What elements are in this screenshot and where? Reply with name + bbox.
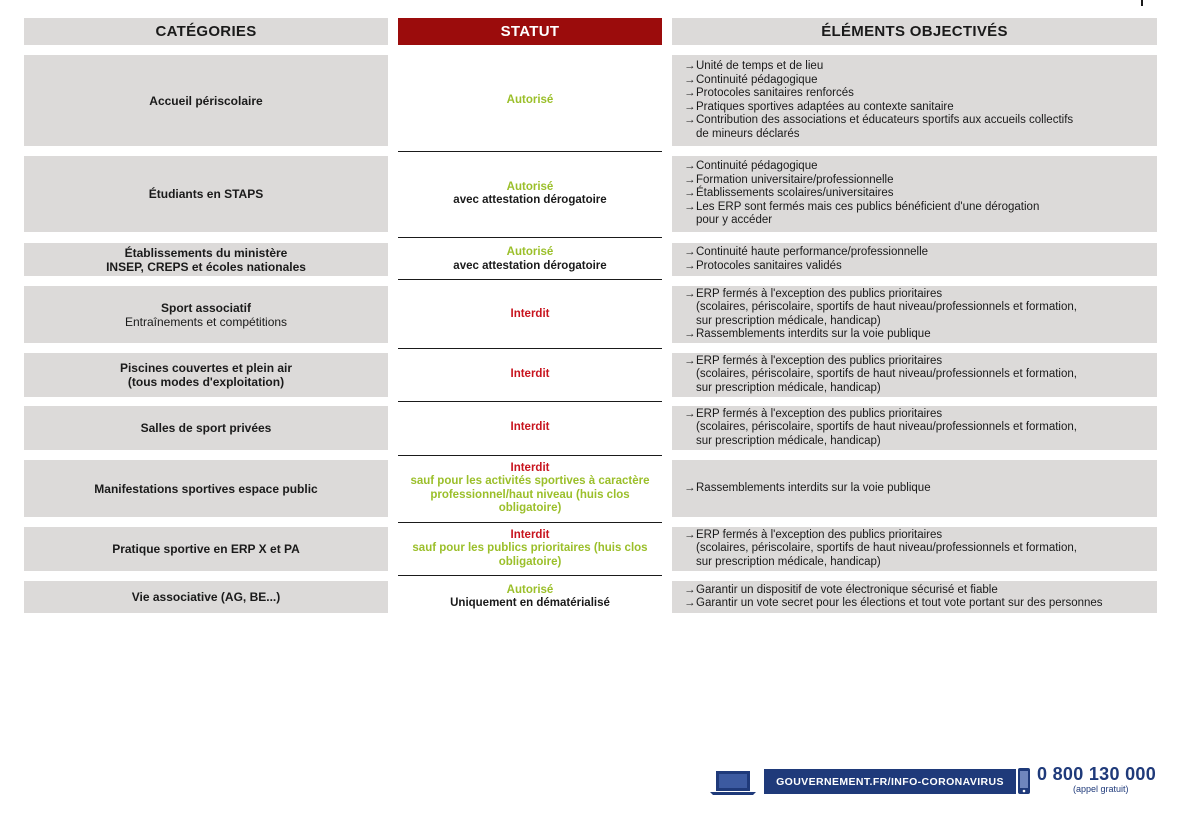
row-separator (398, 575, 662, 576)
element-text: Pratiques sportives adaptées au contexte sanitaire (696, 100, 954, 113)
elements-cell (672, 581, 1157, 613)
status-text: sauf pour les activités sportives à caractère professionnel/haut niveau (huis clos obligatoire) (410, 475, 650, 514)
element-item (684, 482, 1157, 496)
category-cell (24, 581, 388, 613)
row-separator (398, 237, 662, 238)
element-text: Unité de temps et de lieu (696, 60, 824, 72)
table-row (0, 581, 1197, 613)
element-item (684, 174, 1157, 188)
arrow-right-icon: → (684, 173, 696, 186)
status-cell (398, 581, 662, 613)
category-cell (24, 286, 388, 343)
element-item (684, 597, 1157, 611)
table-row (0, 55, 1197, 146)
element-text: Protocoles sanitaires renforcés (696, 87, 854, 99)
element-text: ERP fermés à l'exception des publics prioritaires (scolaires, périscolaire, sportifs de haut niveau/professionnels et formation, sur prescription médicale, handicap) (696, 287, 1077, 327)
category-label: Piscines couvertes et plein air (tous modes d'exploitation) (119, 361, 293, 389)
row-separator (398, 455, 662, 456)
element-text: Garantir un vote secret pour les élections et tout vote portant sur des personnes (696, 597, 1103, 609)
element-item (684, 260, 1157, 274)
status-text: Autorisé (506, 93, 554, 106)
status-cell (398, 55, 662, 146)
arrow-right-icon: → (684, 200, 696, 213)
element-text: ERP fermés à l'exception des publics prioritaires (scolaires, périscolaire, sportifs de haut niveau/professionnels et formation, sur prescription médicale, handicap) (696, 407, 1077, 447)
element-text: ERP fermés à l'exception des publics prioritaires (scolaires, périscolaire, sportifs de haut niveau/professionnels et formation, sur prescription médicale, handicap) (696, 528, 1077, 568)
smartphone-icon (1015, 767, 1033, 795)
status-cell (398, 527, 662, 571)
arrow-right-icon: → (684, 407, 696, 420)
status-text: avec attestation dérogatoire (453, 259, 607, 272)
category-label: Salles de sport privées (140, 421, 272, 435)
element-text: Continuité pédagogique (696, 160, 818, 173)
element-item (684, 584, 1157, 598)
status-cell (398, 353, 662, 397)
arrow-right-icon: → (684, 114, 696, 126)
phone-note: (appel gratuit) (1073, 784, 1129, 794)
element-item (684, 114, 1157, 141)
element-text: Garantir un dispositif de vote électronique sécurisé et fiable (696, 583, 998, 596)
status-text: Autorisé (506, 180, 554, 193)
elements-cell (672, 527, 1157, 571)
category-label: Étudiants en STAPS (148, 187, 264, 201)
table-row (0, 243, 1197, 276)
table-row (0, 460, 1197, 517)
status-text: Uniquement en dématérialisé (450, 597, 610, 609)
header-statut: STATUT (398, 18, 662, 45)
element-item (684, 328, 1157, 342)
elements-cell (672, 55, 1157, 146)
status-text: Interdit (510, 368, 550, 381)
element-text: Établissements scolaires/universitaires (696, 187, 894, 200)
table-row (0, 353, 1197, 397)
arrow-right-icon: → (684, 583, 696, 596)
status-text: Interdit (510, 307, 550, 320)
category-label: Accueil périscolaire (149, 93, 263, 108)
elements-cell (672, 460, 1157, 517)
table-row (0, 156, 1197, 232)
element-item (684, 87, 1157, 101)
element-text: Continuité haute performance/professionnelle (696, 246, 929, 258)
category-label: Manifestations sportives espace public (94, 481, 318, 496)
status-cell (398, 406, 662, 450)
arrow-right-icon: → (684, 259, 696, 272)
element-text: Continuité pédagogique (696, 73, 818, 86)
table-row (0, 527, 1197, 571)
arrow-right-icon: → (684, 187, 696, 200)
element-text: Rassemblements interdits sur la voie publique (696, 481, 931, 494)
status-cell (398, 286, 662, 343)
status-text: Interdit (510, 421, 550, 434)
row-separator (398, 522, 662, 523)
element-item (684, 187, 1157, 201)
element-item (684, 74, 1157, 88)
element-item (684, 355, 1157, 396)
arrow-right-icon: → (684, 354, 696, 367)
table-row (0, 406, 1197, 450)
laptop-icon (709, 770, 757, 796)
category-cell (24, 353, 388, 397)
element-item (684, 60, 1157, 74)
element-text: ERP fermés à l'exception des publics prioritaires (scolaires, périscolaire, sportifs de haut niveau/professionnels et formation, sur prescription médicale, handicap) (696, 354, 1077, 394)
element-item (684, 160, 1157, 174)
header-categories: CATÉGORIES (24, 18, 388, 45)
arrow-right-icon: → (684, 73, 696, 86)
status-text: Autorisé (506, 583, 554, 596)
header-elements: ÉLÉMENTS OBJECTIVÉS (672, 18, 1157, 45)
element-item (684, 529, 1157, 570)
arrow-right-icon: → (684, 597, 696, 609)
status-cell (398, 243, 662, 276)
category-cell (24, 406, 388, 450)
category-cell (24, 156, 388, 232)
elements-cell (672, 243, 1157, 276)
row-separator (398, 279, 662, 280)
footer (709, 765, 1179, 799)
info-url-link[interactable]: GOUVERNEMENT.FR/INFO-CORONAVIRUS (764, 769, 1016, 794)
category-cell (24, 527, 388, 571)
arrow-right-icon: → (684, 246, 696, 258)
row-separator (398, 401, 662, 402)
element-text: Contribution des associations et éducateurs sportifs aux accueils collectifs de mineurs déclarés (696, 114, 1074, 140)
elements-cell (672, 353, 1157, 397)
category-label: Vie associative (AG, BE...) (131, 590, 281, 604)
status-text: sauf pour les publics prioritaires (huis clos obligatoire) (412, 542, 648, 568)
elements-cell (672, 156, 1157, 232)
status-text: avec attestation dérogatoire (453, 194, 607, 206)
category-label: Sport associatif (160, 300, 252, 315)
arrow-right-icon: → (684, 160, 696, 173)
category-cell (24, 55, 388, 146)
category-cell (24, 243, 388, 276)
row-separator (398, 151, 662, 152)
arrow-right-icon: → (684, 287, 696, 300)
status-text: Autorisé (506, 246, 554, 258)
category-label: Pratique sportive en ERP X et PA (112, 542, 300, 556)
element-item (684, 288, 1157, 329)
element-item (684, 101, 1157, 115)
element-text: Protocoles sanitaires validés (696, 259, 842, 272)
elements-cell (672, 286, 1157, 343)
element-text: Les ERP sont fermés mais ces publics bénéficient d'une dérogation pour y accéder (696, 200, 1040, 227)
arrow-right-icon: → (684, 60, 696, 72)
element-text: Formation universitaire/professionnelle (696, 173, 894, 186)
element-item (684, 201, 1157, 228)
corner-mark (1141, 0, 1143, 6)
table-row (0, 286, 1197, 343)
arrow-right-icon: → (684, 528, 696, 541)
category-sublabel: Entraînements et compétitions (124, 314, 288, 329)
status-text: Interdit (510, 461, 550, 474)
row-separator (398, 348, 662, 349)
element-text: Rassemblements interdits sur la voie publique (696, 328, 931, 340)
status-cell (398, 156, 662, 232)
elements-cell (672, 406, 1157, 450)
arrow-right-icon: → (684, 481, 696, 494)
category-label: Établissements du ministère INSEP, CREPS et écoles nationales (106, 245, 306, 274)
element-item (684, 408, 1157, 449)
status-cell (398, 460, 662, 517)
category-cell (24, 460, 388, 517)
status-text: Interdit (510, 528, 550, 541)
phone-number[interactable]: 0 800 130 000 (1037, 764, 1157, 784)
arrow-right-icon: → (684, 328, 696, 340)
element-item (684, 246, 1157, 260)
arrow-right-icon: → (684, 100, 696, 113)
arrow-right-icon: → (684, 87, 696, 99)
